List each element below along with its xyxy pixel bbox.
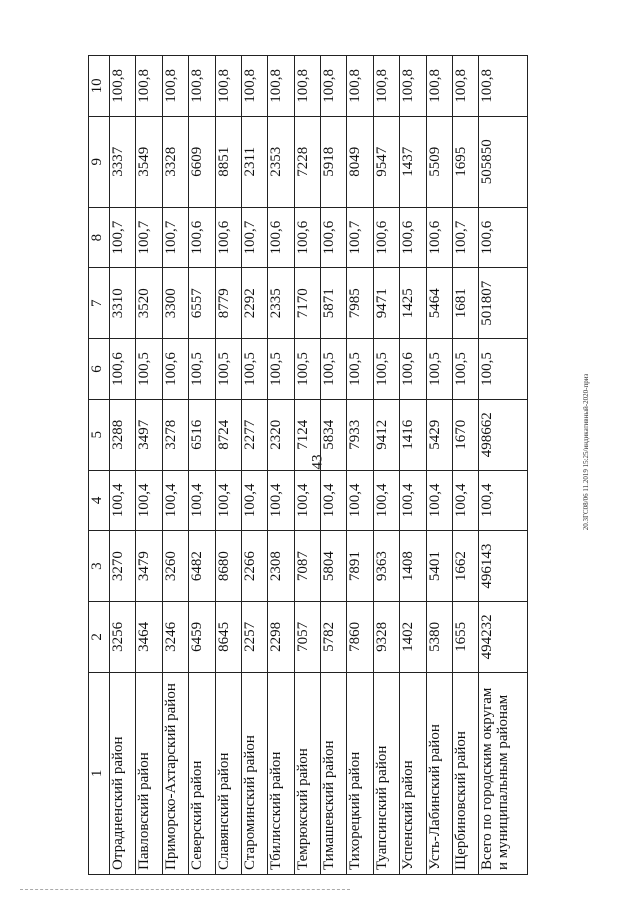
value-cell: 2353 [268,116,294,207]
value-cell: 5834 [321,399,347,470]
value-cell: 6557 [189,268,215,339]
value-cell: 2298 [268,602,294,673]
value-cell: 1425 [400,268,426,339]
value-cell: 5380 [426,602,452,673]
value-cell: 100,8 [215,56,241,117]
value-cell: 7087 [294,531,320,602]
value-cell: 8779 [215,268,241,339]
value-cell: 100,6 [373,207,399,268]
value-cell: 100,6 [426,207,452,268]
value-cell: 3479 [136,531,162,602]
value-cell: 1402 [400,602,426,673]
value-cell: 2308 [268,531,294,602]
column-header: 5 [89,399,110,470]
value-cell: 100,5 [215,339,241,400]
value-cell: 100,5 [321,339,347,400]
value-cell: 2311 [241,116,267,207]
column-header: 10 [89,56,110,117]
value-cell: 7985 [347,268,373,339]
region-name-cell: Успенский район [400,672,426,874]
region-name-cell: Староминский район [241,672,267,874]
value-cell: 5509 [426,116,452,207]
value-cell: 2266 [241,531,267,602]
value-cell: 100,6 [215,207,241,268]
value-cell: 100,4 [162,470,188,531]
value-cell: 100,8 [347,56,373,117]
value-cell: 501807 [479,268,528,339]
value-cell: 100,4 [426,470,452,531]
value-cell: 100,6 [268,207,294,268]
value-cell: 100,5 [479,339,528,400]
value-cell: 6516 [189,399,215,470]
region-name-cell: Павловский район [136,672,162,874]
value-cell: 100,4 [321,470,347,531]
value-cell: 100,8 [373,56,399,117]
value-cell: 5401 [426,531,452,602]
value-cell: 100,5 [426,339,452,400]
value-cell: 9328 [373,602,399,673]
value-cell: 3300 [162,268,188,339]
value-cell: 9363 [373,531,399,602]
value-cell: 100,4 [110,470,136,531]
value-cell: 100,8 [162,56,188,117]
value-cell: 3246 [162,602,188,673]
value-cell: 100,8 [294,56,320,117]
value-cell: 100,8 [241,56,267,117]
value-cell: 100,5 [189,339,215,400]
value-cell: 1408 [400,531,426,602]
value-cell: 100,7 [136,207,162,268]
value-cell: 5464 [426,268,452,339]
table-row [189,56,215,875]
value-cell: 100,6 [189,207,215,268]
value-cell: 5429 [426,399,452,470]
column-header: 3 [89,531,110,602]
value-cell: 494232 [479,602,528,673]
region-name-cell: Туапсинский район [373,672,399,874]
region-name-cell: Всего по городским округам и муниципальным районам [479,672,528,874]
value-cell: 100,8 [321,56,347,117]
value-cell: 3337 [110,116,136,207]
value-cell: 3270 [110,531,136,602]
value-cell: 100,5 [347,339,373,400]
value-cell: 100,4 [136,470,162,531]
value-cell: 1655 [452,602,478,673]
region-name-cell: Тбилисский район [268,672,294,874]
region-name-cell: Щербиновский район [452,672,478,874]
value-cell: 100,4 [241,470,267,531]
value-cell: 100,8 [110,56,136,117]
column-header: 4 [89,470,110,531]
table-row [241,56,267,875]
value-cell: 100,8 [189,56,215,117]
value-cell: 100,6 [400,339,426,400]
value-cell: 505850 [479,116,528,207]
value-cell: 7933 [347,399,373,470]
value-cell: 100,7 [241,207,267,268]
column-header: 6 [89,339,110,400]
value-cell: 8724 [215,399,241,470]
table-row [426,56,452,875]
value-cell: 100,6 [479,207,528,268]
value-cell: 100,7 [452,207,478,268]
table-row [347,56,373,875]
value-cell: 3260 [162,531,188,602]
value-cell: 100,4 [215,470,241,531]
value-cell: 8049 [347,116,373,207]
value-cell: 6609 [189,116,215,207]
header-row [89,56,110,875]
value-cell: 100,6 [400,207,426,268]
value-cell: 100,8 [268,56,294,117]
region-name-cell: Приморско-Ахтарский район [162,672,188,874]
value-cell: 100,8 [452,56,478,117]
value-cell: 100,6 [294,207,320,268]
value-cell: 3464 [136,602,162,673]
value-cell: 2257 [241,602,267,673]
footer-code: 20.3ГС08/06 11.2019 15:25/индикативный-2020-приз [582,373,590,531]
value-cell: 9471 [373,268,399,339]
region-name-cell: Славянский район [215,672,241,874]
value-cell: 100,5 [373,339,399,400]
value-cell: 3549 [136,116,162,207]
value-cell: 100,7 [347,207,373,268]
value-cell: 1662 [452,531,478,602]
value-cell: 7860 [347,602,373,673]
table-row [479,56,528,875]
column-header: 1 [89,672,110,874]
region-name-cell: Усть-Лабинский район [426,672,452,874]
value-cell: 3278 [162,399,188,470]
value-cell: 8645 [215,602,241,673]
value-cell: 3520 [136,268,162,339]
page-number: 43 [309,454,326,470]
value-cell: 1437 [400,116,426,207]
value-cell: 100,8 [479,56,528,117]
table-row [136,56,162,875]
table-row [400,56,426,875]
value-cell: 2320 [268,399,294,470]
region-name-cell: Тимашевский район [321,672,347,874]
column-header: 7 [89,268,110,339]
value-cell: 100,8 [426,56,452,117]
value-cell: 100,5 [241,339,267,400]
value-cell: 7170 [294,268,320,339]
value-cell: 2292 [241,268,267,339]
value-cell: 100,4 [479,470,528,531]
value-cell: 1681 [452,268,478,339]
value-cell: 100,8 [136,56,162,117]
value-cell: 6459 [189,602,215,673]
value-cell: 100,4 [452,470,478,531]
region-name-cell: Тихорецкий район [347,672,373,874]
column-header: 2 [89,602,110,673]
value-cell: 100,5 [268,339,294,400]
value-cell: 2335 [268,268,294,339]
value-cell: 7228 [294,116,320,207]
value-cell: 3288 [110,399,136,470]
value-cell: 5782 [321,602,347,673]
table-row [321,56,347,875]
value-cell: 496143 [479,531,528,602]
table-row [294,56,320,875]
value-cell: 3310 [110,268,136,339]
value-cell: 100,5 [136,339,162,400]
value-cell: 3497 [136,399,162,470]
value-cell: 100,4 [400,470,426,531]
table-row [452,56,478,875]
value-cell: 5871 [321,268,347,339]
table-row [215,56,241,875]
value-cell: 100,7 [110,207,136,268]
data-table [88,55,528,875]
value-cell: 8680 [215,531,241,602]
value-cell: 100,8 [400,56,426,117]
value-cell: 3328 [162,116,188,207]
value-cell: 7124 [294,399,320,470]
region-name-cell: Северский район [189,672,215,874]
table-row [110,56,136,875]
region-name-cell: Темрюкский район [294,672,320,874]
value-cell: 100,5 [452,339,478,400]
value-cell: 5804 [321,531,347,602]
value-cell: 100,4 [294,470,320,531]
value-cell: 100,6 [110,339,136,400]
value-cell: 5918 [321,116,347,207]
value-cell: 100,7 [162,207,188,268]
value-cell: 1416 [400,399,426,470]
table-row [373,56,399,875]
value-cell: 1695 [452,116,478,207]
value-cell: 9547 [373,116,399,207]
value-cell: 6482 [189,531,215,602]
value-cell: 8851 [215,116,241,207]
value-cell: 100,4 [347,470,373,531]
value-cell: 7057 [294,602,320,673]
value-cell: 100,4 [268,470,294,531]
rotated-table-container [88,55,528,875]
value-cell: 100,6 [162,339,188,400]
value-cell: 1670 [452,399,478,470]
value-cell: 100,4 [189,470,215,531]
value-cell: 2277 [241,399,267,470]
value-cell: 3256 [110,602,136,673]
scan-edge-line [20,889,350,890]
value-cell: 100,4 [373,470,399,531]
region-name-cell: Отрадненский район [110,672,136,874]
value-cell: 100,6 [321,207,347,268]
column-header: 8 [89,207,110,268]
table-row [162,56,188,875]
column-header: 9 [89,116,110,207]
value-cell: 498662 [479,399,528,470]
value-cell: 7891 [347,531,373,602]
value-cell: 100,5 [294,339,320,400]
table-row [268,56,294,875]
value-cell: 9412 [373,399,399,470]
